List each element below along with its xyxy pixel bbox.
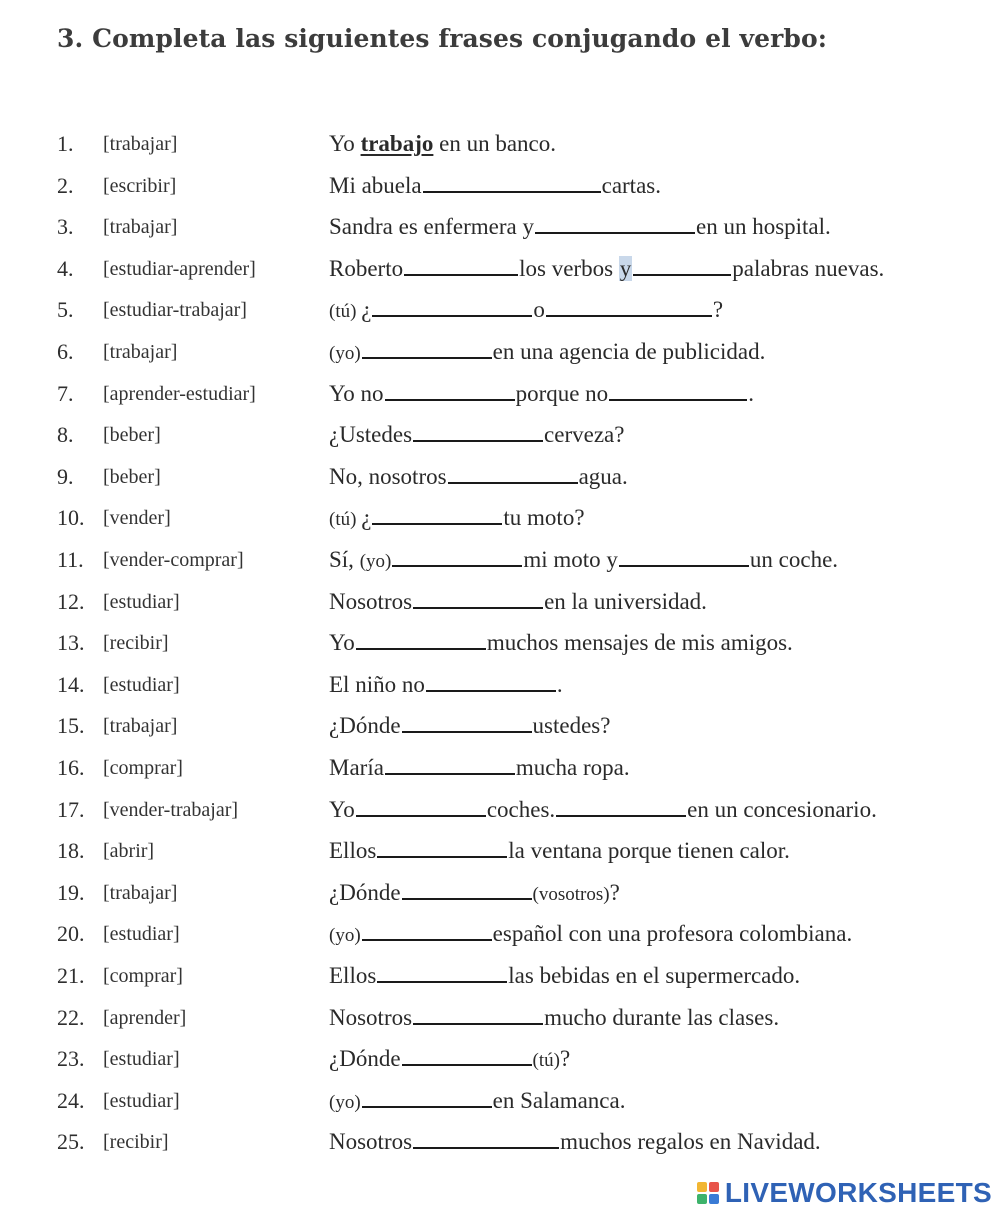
sentence-text: . (556, 671, 563, 697)
sentence-text: ¿ (361, 297, 372, 323)
answer-blank[interactable] (413, 1003, 543, 1025)
exercise-verb: [beber] (103, 424, 161, 447)
exercise-number: 7. (57, 380, 74, 406)
sentence-text: en un hospital. (695, 214, 831, 240)
sentence-text: mucha ropa. (515, 755, 630, 780)
answer-blank[interactable] (377, 961, 507, 983)
exercise-sentence (329, 1001, 779, 1035)
exercise-verb: [trabajar] (103, 881, 178, 904)
exercise-sentence (329, 418, 624, 452)
exercise-sentence (329, 377, 754, 411)
pronoun-hint: (yo) (329, 343, 361, 364)
exercise-verb: [recibir] (103, 1131, 169, 1154)
exercise-row (0, 709, 1000, 743)
exercise-verb: [estudiar-trabajar] (103, 299, 247, 322)
sentence-text: o (533, 297, 545, 323)
sentence-text: las bebidas en el supermercado. (508, 963, 801, 988)
sentence-text: Yo (329, 796, 355, 822)
exercise-verb: [aprender] (103, 1006, 187, 1029)
exercise-row (0, 876, 1000, 910)
sentence-text: ustedes? (532, 713, 611, 739)
logo-text: LIVEWORKSHEETS (724, 1177, 992, 1208)
pronoun-hint: (tú) (532, 1050, 560, 1072)
sentence-text: en un concesionario. (687, 796, 877, 822)
sentence-text: Mi abuela (329, 172, 422, 198)
exercise-verb: [vender-trabajar] (103, 798, 239, 821)
exercise-number: 1. (57, 131, 74, 156)
exercise-number: 19. (57, 879, 85, 905)
exercise-number: 8. (57, 422, 74, 448)
exercise-verb: [trabajar] (103, 216, 178, 239)
logo-square-4 (709, 1194, 719, 1204)
answer-blank[interactable] (402, 878, 532, 900)
exercise-number: 24. (57, 1087, 85, 1113)
sentence-text: un coche. (749, 547, 839, 572)
pronoun-hint: (yo) (359, 551, 392, 572)
answer-blank[interactable] (385, 379, 515, 401)
exercise-verb: [comprar] (103, 757, 183, 779)
sentence-text: Nosotros (329, 588, 413, 614)
sentence-text: Roberto (329, 255, 404, 281)
answer-blank[interactable] (633, 254, 731, 276)
exercise-row (0, 543, 1000, 577)
exercise-row (0, 1084, 1000, 1118)
sentence-text: Nosotros (329, 1004, 413, 1030)
exercise-row (0, 501, 1000, 535)
sentence-text: agua. (578, 463, 628, 489)
answer-blank[interactable] (535, 212, 695, 234)
answer-blank[interactable] (426, 670, 556, 692)
liveworksheets-logo (697, 1177, 992, 1209)
answer-blank[interactable] (362, 919, 492, 941)
exercise-number: 21. (57, 963, 85, 988)
sentence-text: ¿Ustedes (329, 422, 413, 448)
exercise-verb: [estudiar-aprender] (103, 257, 256, 280)
exercise-verb: [trabajar] (103, 133, 178, 155)
highlighted-text: y (619, 255, 632, 281)
exercise-sentence (329, 834, 790, 868)
pronoun-hint: (tú) (329, 301, 362, 323)
sentence-text: la ventana porque tienen calor. (508, 838, 790, 864)
worksheet-title: 3. Completa las siguientes frases conjugando el verbo: (57, 24, 828, 53)
example-answer: trabajo (360, 131, 434, 156)
exercise-sentence (329, 252, 884, 286)
answer-blank[interactable] (385, 753, 515, 775)
sentence-text: Nosotros (329, 1129, 413, 1155)
sentence-text: coches. (486, 796, 556, 822)
answer-blank[interactable] (372, 503, 502, 525)
exercise-number: 20. (57, 921, 85, 947)
sentence-text: cartas. (601, 172, 661, 198)
exercise-verb: [trabajar] (103, 341, 178, 363)
exercise-row (0, 917, 1000, 951)
exercise-sentence (329, 751, 630, 785)
sentence-text: mucho durante las clases. (544, 1004, 780, 1030)
logo-mark-icon (697, 1182, 719, 1204)
sentence-text: Ellos (329, 963, 377, 988)
exercise-sentence (329, 293, 723, 329)
exercise-verb: [beber] (103, 465, 161, 488)
sentence-text: . (748, 380, 754, 406)
exercise-sentence (329, 959, 800, 993)
sentence-text: muchos regalos en Navidad. (560, 1129, 821, 1155)
exercise-number: 25. (57, 1129, 85, 1155)
exercise-verb: [estudiar] (103, 1048, 180, 1071)
exercise-sentence (329, 626, 793, 660)
sentence-text: tu moto? (503, 505, 585, 531)
exercise-sentence (329, 543, 838, 579)
sentence-text: en Salamanca. (492, 1087, 626, 1113)
exercise-row (0, 751, 1000, 785)
exercise-row (0, 210, 1000, 244)
exercise-verb: [estudiar] (103, 923, 180, 946)
exercise-row (0, 377, 1000, 411)
pronoun-hint: (tú) (329, 509, 362, 531)
sentence-text: español con una profesora colombiana. (492, 921, 853, 947)
sentence-text: Yo no (329, 380, 384, 406)
exercise-number: 23. (57, 1046, 85, 1072)
exercise-number: 5. (57, 297, 74, 323)
exercise-verb: [aprender-estudiar] (103, 382, 256, 405)
exercise-sentence (329, 1042, 570, 1078)
sentence-text: los verbos (519, 255, 619, 281)
answer-blank[interactable] (448, 462, 578, 484)
exercise-row (0, 127, 1000, 161)
exercise-number: 10. (57, 505, 85, 531)
answer-blank[interactable] (619, 545, 749, 567)
exercise-row (0, 1125, 1000, 1159)
sentence-text: Yo (329, 131, 361, 156)
answer-blank[interactable] (362, 1086, 492, 1108)
exercise-row (0, 1001, 1000, 1035)
exercise-number: 4. (57, 255, 74, 281)
exercise-row (0, 959, 1000, 993)
exercise-row (0, 585, 1000, 619)
exercise-number: 6. (57, 339, 74, 364)
sentence-text: No, nosotros (329, 463, 447, 489)
logo-square-3 (697, 1194, 707, 1204)
exercise-number: 9. (57, 463, 74, 489)
sentence-text: en un banco. (433, 131, 557, 156)
exercise-row (0, 335, 1000, 369)
exercise-verb: [escribir] (103, 174, 177, 197)
exercise-verb: [recibir] (103, 632, 169, 655)
exercise-number: 12. (57, 588, 85, 614)
sentence-text: Sí, (329, 547, 360, 572)
exercise-sentence (329, 1125, 821, 1159)
exercise-sentence (329, 1084, 625, 1120)
sentence-text: porque no (515, 380, 609, 406)
sentence-text: cerveza? (544, 422, 625, 448)
sentence-text: Sandra es enfermera y (329, 214, 534, 240)
exercise-number: 11. (57, 547, 84, 572)
exercise-row (0, 252, 1000, 286)
sentence-text: mi moto y (523, 547, 618, 572)
answer-blank[interactable] (356, 628, 486, 650)
answer-blank[interactable] (546, 295, 712, 317)
pronoun-hint: (yo) (329, 925, 361, 947)
exercise-number: 2. (57, 172, 74, 198)
exercise-number: 16. (57, 755, 85, 780)
exercise-row (0, 626, 1000, 660)
sentence-text: María (329, 755, 384, 780)
answer-blank[interactable] (413, 420, 543, 442)
sentence-text: palabras nuevas. (732, 255, 885, 281)
exercise-row (0, 460, 1000, 494)
exercise-row (0, 793, 1000, 827)
exercise-verb: [estudiar] (103, 590, 180, 613)
answer-blank[interactable] (377, 836, 507, 858)
exercise-sentence (329, 585, 707, 619)
answer-blank[interactable] (413, 1127, 559, 1149)
exercise-verb: [trabajar] (103, 715, 178, 738)
exercise-number: 22. (57, 1004, 85, 1030)
exercise-sentence (329, 917, 852, 953)
exercise-sentence (329, 127, 556, 161)
answer-blank[interactable] (413, 587, 543, 609)
sentence-text: en la universidad. (544, 588, 707, 614)
sentence-text: ¿Dónde (329, 713, 401, 739)
exercise-sentence (329, 793, 877, 827)
pronoun-hint: (vosotros) (532, 883, 610, 905)
answer-blank[interactable] (372, 295, 532, 317)
sentence-text: muchos mensajes de mis amigos. (486, 630, 793, 656)
exercise-verb: [vender] (103, 507, 171, 530)
exercise-verb: [comprar] (103, 965, 183, 987)
sentence-text: Ellos (329, 838, 377, 864)
exercise-number: 3. (57, 214, 74, 240)
exercise-verb: [abrir] (103, 840, 155, 863)
answer-blank[interactable] (362, 337, 492, 359)
answer-blank[interactable] (423, 171, 601, 193)
exercise-sentence (329, 709, 610, 743)
exercise-row (0, 418, 1000, 452)
exercise-number: 14. (57, 671, 85, 697)
exercise-sentence (329, 335, 765, 371)
exercise-row (0, 293, 1000, 327)
answer-blank[interactable] (356, 795, 486, 817)
exercise-row (0, 834, 1000, 868)
exercise-number: 17. (57, 796, 85, 822)
logo-square-2 (709, 1182, 719, 1192)
answer-blank[interactable] (609, 379, 747, 401)
sentence-text: ? (609, 879, 620, 905)
sentence-text: ? (712, 297, 724, 323)
exercise-verb: [estudiar] (103, 1089, 180, 1112)
sentence-text: El niño no (329, 671, 425, 697)
exercise-verb: [vender-comprar] (103, 549, 244, 571)
answer-blank[interactable] (402, 1044, 532, 1066)
answer-blank[interactable] (402, 711, 532, 733)
exercise-number: 18. (57, 838, 85, 864)
exercise-row (0, 1042, 1000, 1076)
exercise-sentence (329, 210, 831, 244)
sentence-text: en una agencia de publicidad. (492, 339, 766, 364)
exercise-number: 13. (57, 630, 85, 656)
sentence-text: Yo (329, 630, 355, 656)
exercise-verb: [estudiar] (103, 673, 180, 696)
logo-square-1 (697, 1182, 707, 1192)
exercise-row (0, 169, 1000, 203)
sentence-text: ? (559, 1046, 571, 1072)
sentence-text: ¿Dónde (329, 1046, 401, 1072)
sentence-text: ¿ (361, 505, 372, 531)
exercise-sentence (329, 169, 661, 203)
pronoun-hint: (yo) (329, 1091, 361, 1113)
exercise-number: 15. (57, 713, 85, 739)
answer-blank[interactable] (556, 795, 686, 817)
answer-blank[interactable] (404, 254, 518, 276)
exercise-sentence (329, 501, 585, 537)
sentence-text: ¿Dónde (329, 879, 401, 905)
exercise-sentence (329, 460, 628, 494)
answer-blank[interactable] (392, 545, 522, 567)
exercise-row (0, 668, 1000, 702)
exercise-sentence (329, 668, 563, 702)
exercise-sentence (329, 876, 620, 912)
